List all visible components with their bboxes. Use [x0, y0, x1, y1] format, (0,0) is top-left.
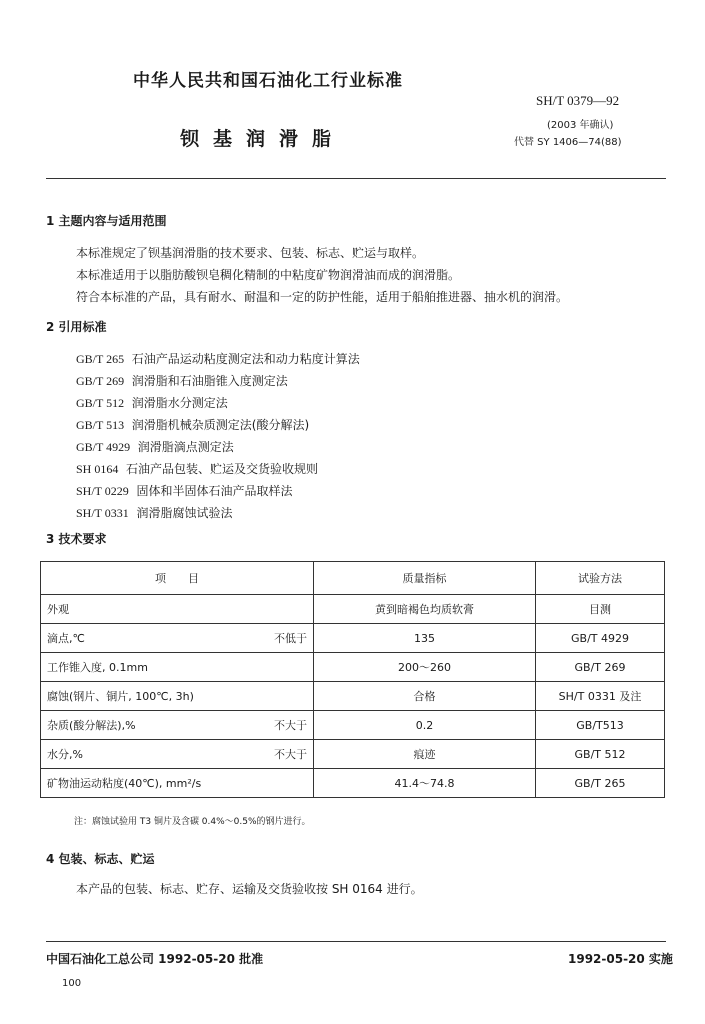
table-row: [41, 624, 665, 653]
confirmed-year: (2003 年确认): [547, 120, 614, 131]
row-value: 合格: [314, 682, 536, 711]
reference-title: 润滑脂和石油脂锥入度测定法: [131, 374, 288, 388]
reference-title: 润滑脂水分测定法: [131, 396, 228, 410]
item-label: 腐蚀(钢片、铜片, 100℃, 3h): [47, 690, 194, 703]
approval-line: 中国石油化工总公司 1992-05-20 批准: [46, 952, 264, 966]
reference-item: [76, 394, 228, 411]
header-test-method: 试验方法: [536, 562, 665, 595]
row-item: [41, 682, 314, 711]
section-4-heading: 4 包装、标志、贮运: [46, 852, 155, 866]
reference-item: [76, 438, 234, 455]
item-label: 外观: [47, 603, 69, 616]
reference-item: [76, 504, 232, 521]
table-note: 注：腐蚀试验用 T3 铜片及含碳 0.4%～0.5%的钢片进行。: [74, 817, 311, 827]
row-item: [41, 595, 314, 624]
row-method: GB/T 265: [536, 769, 665, 798]
item-label: 杂质(酸分解法),%: [47, 719, 136, 732]
row-item: [41, 624, 314, 653]
header-divider: [46, 178, 666, 179]
row-method: GB/T 512: [536, 740, 665, 769]
item-limit: 不低于: [274, 632, 307, 645]
replaces-standard: 代替 SY 1406—74(88): [514, 137, 622, 148]
reference-title: 润滑脂腐蚀试验法: [136, 506, 233, 520]
technical-requirements-table: [40, 561, 665, 798]
reference-item: [76, 372, 288, 389]
row-method: GB/T513: [536, 711, 665, 740]
table-row: [41, 653, 665, 682]
row-method: 目测: [536, 595, 665, 624]
row-item: [41, 653, 314, 682]
section-4-paragraph: 本产品的包装、标志、贮存、运输及交货验收按 SH 0164 进行。: [76, 882, 423, 896]
reference-code: SH 0164: [76, 462, 119, 476]
section-1-paragraph: 本标准规定了钡基润滑脂的技术要求、包装、标志、贮运与取样。: [76, 246, 425, 260]
table-row: [41, 595, 665, 624]
row-item: [41, 711, 314, 740]
reference-code: GB/T 4929: [76, 440, 131, 454]
effective-date: 1992-05-20 实施: [568, 952, 673, 966]
row-value: 41.4～74.8: [314, 769, 536, 798]
reference-code: GB/T 512: [76, 396, 125, 410]
reference-item: [76, 416, 309, 433]
section-2-heading: 2 引用标准: [46, 320, 107, 334]
row-method: GB/T 4929: [536, 624, 665, 653]
row-method: GB/T 269: [536, 653, 665, 682]
table-header-row: [41, 562, 665, 595]
item-limit: 不大于: [274, 719, 307, 732]
row-item: [41, 769, 314, 798]
table-row: [41, 769, 665, 798]
reference-code: SH/T 0229: [76, 484, 129, 498]
row-value: 135: [314, 624, 536, 653]
document-title: 钡基润滑脂: [180, 128, 346, 150]
item-limit: 不大于: [274, 748, 307, 761]
item-label: 矿物油运动粘度(40℃), mm²/s: [47, 777, 202, 790]
row-value: 0.2: [314, 711, 536, 740]
item-label: 水分,%: [47, 748, 83, 761]
header-quality-index: 质量指标: [314, 562, 536, 595]
page-number: 100: [62, 978, 82, 989]
table-row: [41, 711, 665, 740]
row-item: [41, 740, 314, 769]
section-1-heading: 1 主题内容与适用范围: [46, 214, 167, 228]
reference-item: [76, 482, 292, 499]
item-label: 工作锥入度, 0.1mm: [47, 661, 148, 674]
item-label: 滴点,℃: [47, 632, 85, 645]
reference-title: 石油产品包装、贮运及交货验收规则: [125, 462, 318, 476]
header-item: 项 目: [41, 562, 314, 595]
reference-code: GB/T 265: [76, 352, 125, 366]
org-title: 中华人民共和国石油化工行业标准: [133, 71, 403, 91]
reference-item: [76, 350, 360, 367]
section-1-paragraph: 符合本标准的产品，具有耐水、耐温和一定的防护性能，适用于船舶推进器、抽水机的润滑。: [76, 290, 569, 304]
table-row: [41, 740, 665, 769]
reference-title: 润滑脂机械杂质测定法(酸分解法): [131, 418, 310, 432]
row-value: 黄到暗褐色均质软膏: [314, 595, 536, 624]
reference-title: 固体和半固体石油产品取样法: [136, 484, 293, 498]
section-1-paragraph: 本标准适用于以脂肪酸钡皂稠化精制的中粘度矿物润滑油而成的润滑脂。: [76, 268, 461, 282]
reference-code: GB/T 513: [76, 418, 125, 432]
reference-code: GB/T 269: [76, 374, 125, 388]
row-value: 200～260: [314, 653, 536, 682]
table-row: [41, 682, 665, 711]
section-3-heading: 3 技术要求: [46, 532, 107, 546]
reference-title: 石油产品运动粘度测定法和动力粘度计算法: [131, 352, 360, 366]
standard-number: SH/T 0379—92: [536, 93, 620, 108]
footer-divider: [46, 941, 666, 942]
reference-code: SH/T 0331: [76, 506, 129, 520]
row-method: SH/T 0331 及注: [536, 682, 665, 711]
reference-item: [76, 460, 318, 477]
reference-title: 润滑脂滴点测定法: [137, 440, 234, 454]
row-value: 痕迹: [314, 740, 536, 769]
